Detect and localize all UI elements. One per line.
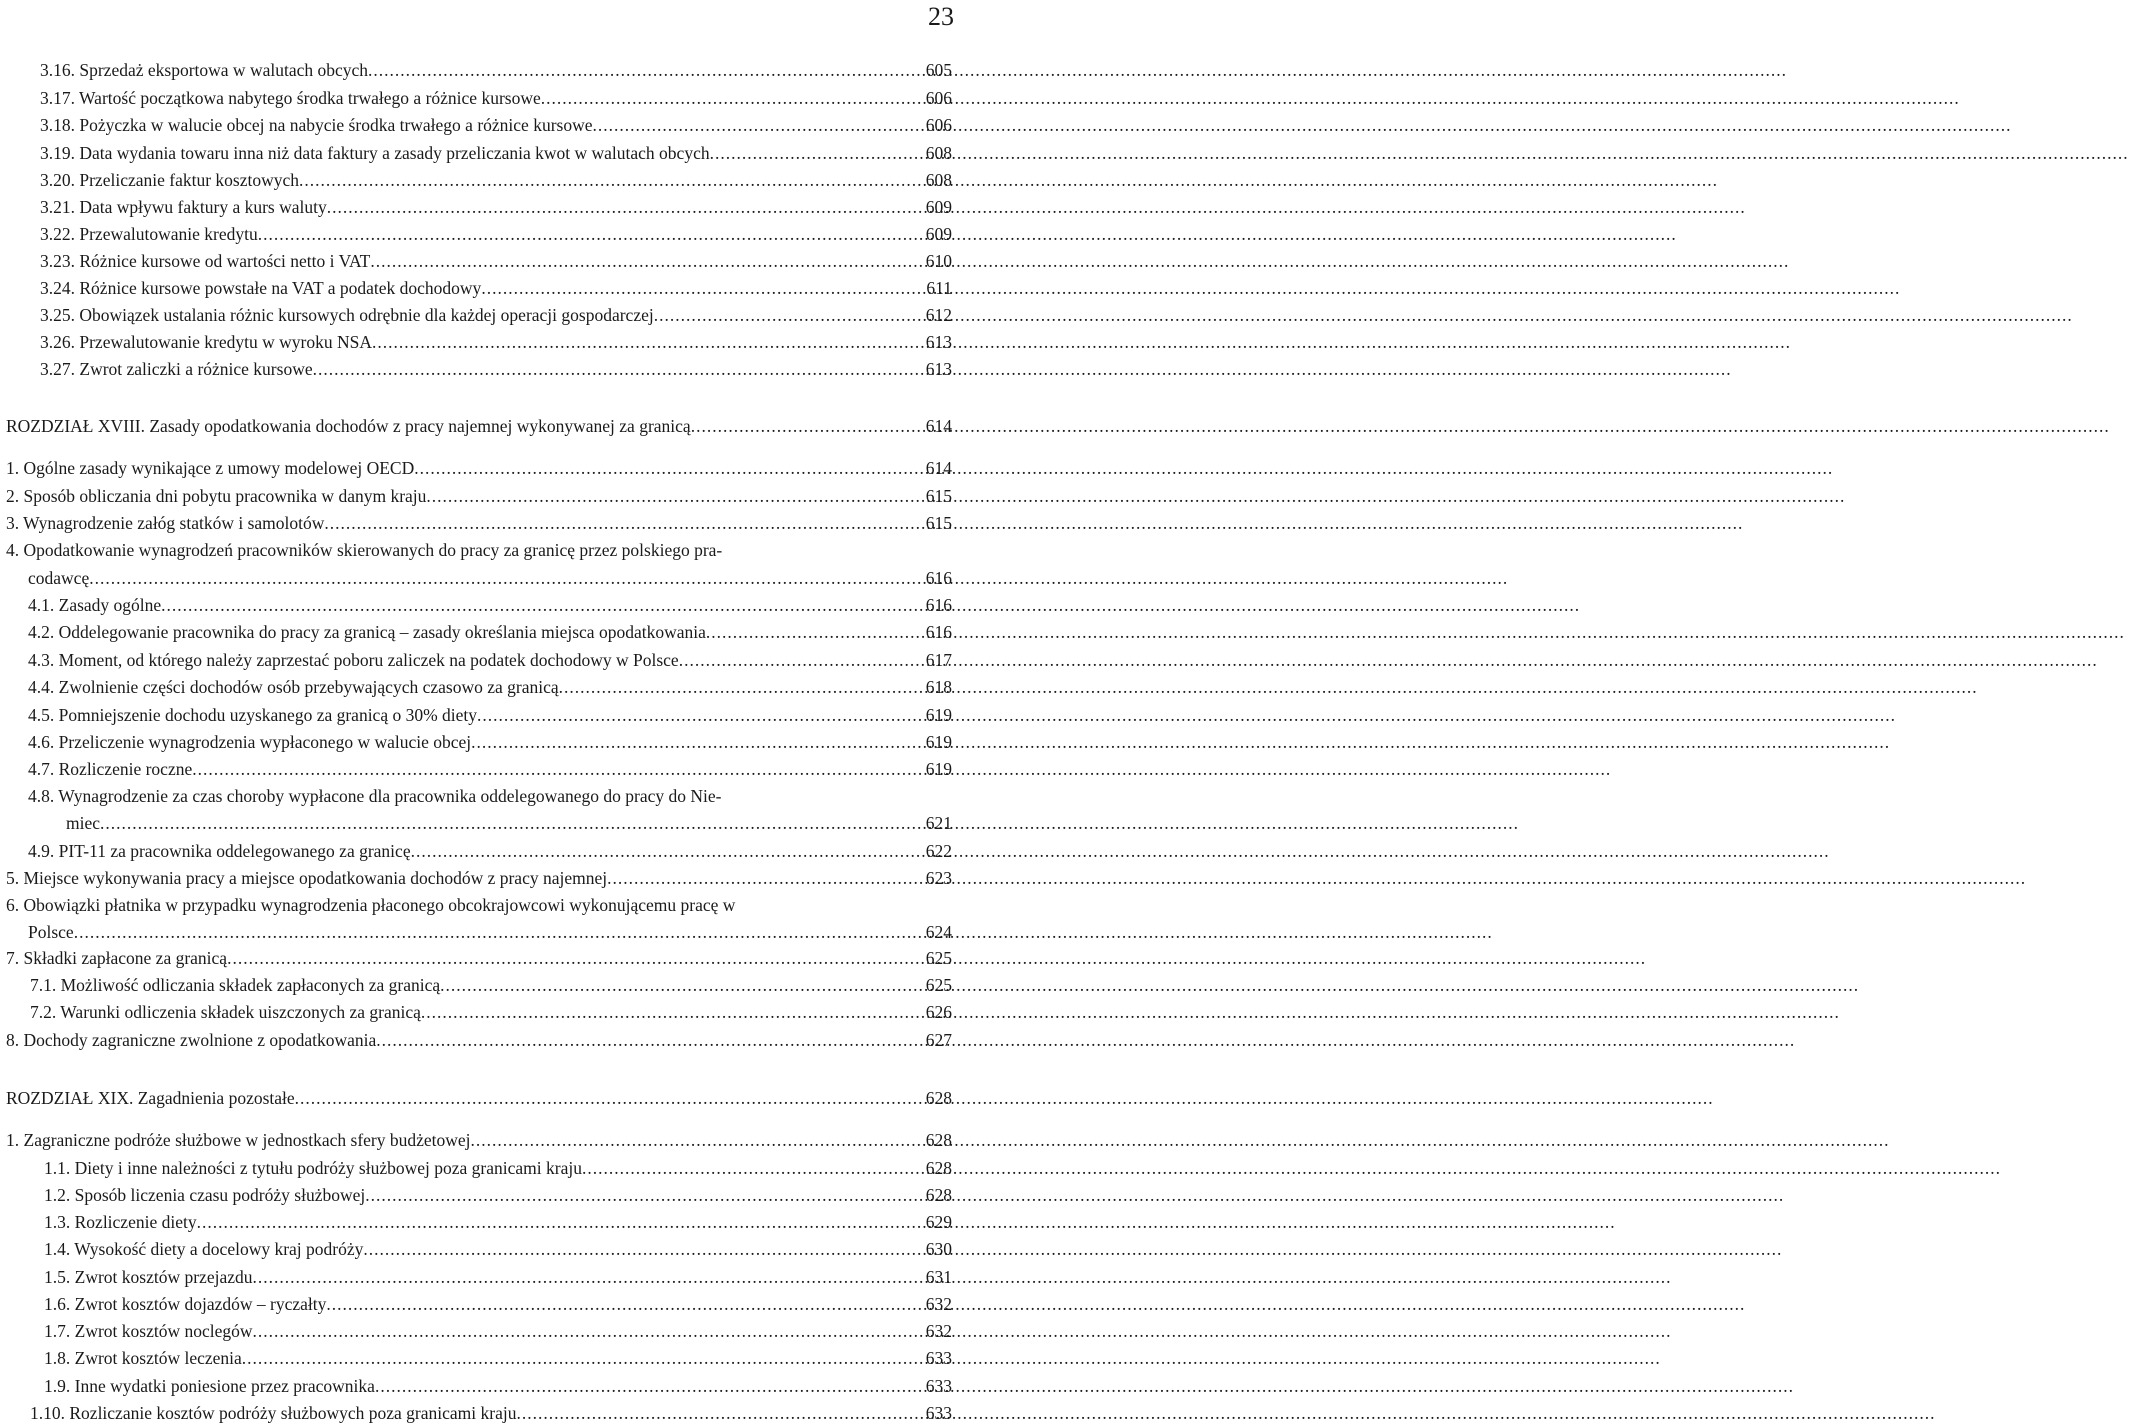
toc-entry-label: 1.10. Rozliczanie kosztów podróży służbowych poza granicami kraju [30, 1403, 517, 1423]
dot-leader [295, 1086, 924, 1110]
toc-entry[interactable] [40, 330, 952, 354]
dot-leader [710, 141, 924, 165]
toc-entry-page: 613 [925, 332, 952, 352]
toc-entry-label: 8. Dochody zagraniczne zwolnione z opodatkowania [6, 1030, 377, 1050]
toc-entry-first-line[interactable]: 6. Obowiązki płatnika w przypadku wynagrodzenia płaconego obcokrajowcowi wykonującemu pracę w [6, 895, 736, 915]
toc-entry-page: 626 [925, 1002, 952, 1022]
toc-entry-page: 632 [925, 1321, 952, 1341]
toc-entry-page: 606 [925, 88, 952, 108]
toc-entry[interactable] [30, 1401, 952, 1425]
dot-leader [706, 620, 924, 644]
toc-entry-page: 625 [925, 948, 952, 968]
toc-entry[interactable] [44, 1374, 952, 1398]
toc-entry-label: 5. Miejsce wykonywania pracy a miejsce opodatkowania dochodów z pracy najemnej [6, 868, 608, 888]
toc-entry-label: 3.23. Różnice kursowe od wartości netto i VAT [40, 251, 371, 271]
toc-entry[interactable] [44, 1319, 952, 1343]
toc-entry[interactable] [28, 620, 952, 644]
dot-leader [242, 1346, 924, 1370]
toc-entry-page: 610 [925, 251, 952, 271]
toc-entry[interactable] [40, 276, 952, 300]
dot-leader [414, 456, 924, 480]
toc-entry-label: 4.5. Pomniejszenie dochodu uzyskanego za granicą o 30% diety [28, 705, 478, 725]
toc-entry-label: 3.27. Zwrot zaliczki a różnice kursowe [40, 359, 313, 379]
dot-leader [368, 58, 924, 82]
toc-entry-label: 7.2. Warunki odliczenia składek uiszczonych za granicą [30, 1002, 421, 1022]
toc-entry-page: 616 [925, 595, 952, 615]
toc-entry[interactable] [44, 1265, 952, 1289]
toc-entry-page: 609 [925, 224, 952, 244]
toc-entry[interactable] [28, 675, 952, 699]
toc-entry-label: 4.1. Zasady ogólne [28, 595, 162, 615]
toc-entry-continuation[interactable] [28, 920, 952, 944]
dot-leader [252, 1265, 923, 1289]
dot-leader [258, 222, 924, 246]
toc-entry-label: 3.19. Data wydania towaru inna niż data faktury a zasady przeliczania kwot w walutach obcych [40, 143, 710, 163]
toc-entry-page: 619 [925, 705, 952, 725]
dot-leader [471, 730, 924, 754]
dot-leader [89, 566, 924, 590]
dot-leader [654, 303, 924, 327]
toc-entry-label: 1.9. Inne wydatki poniesione przez pracownika [44, 1376, 375, 1396]
toc-entry-label: 3.16. Sprzedaż eksportowa w walutach obcych [40, 60, 369, 80]
toc-entry-label: 3.26. Przewalutowanie kredytu w wyroku NSA [40, 332, 372, 352]
toc-entry-label: 4.9. PIT-11 za pracownika oddelegowanego za granicę [28, 841, 411, 861]
dot-leader [593, 113, 924, 137]
toc-entry[interactable] [28, 648, 952, 672]
toc-entry[interactable] [6, 1028, 952, 1052]
toc-entry-page: 622 [925, 841, 952, 861]
dot-leader [481, 276, 924, 300]
toc-entry[interactable] [6, 946, 952, 970]
toc-entry-label: 1. Zagraniczne podróże służbowe w jednostkach sfery budżetowej [6, 1130, 471, 1150]
dot-leader [372, 330, 924, 354]
dot-leader [541, 86, 924, 110]
dot-leader [440, 973, 924, 997]
toc-entry-page: 628 [925, 1130, 952, 1150]
dot-leader [74, 920, 924, 944]
toc-entry-page: 629 [925, 1212, 952, 1232]
dot-leader [299, 168, 924, 192]
dot-leader [100, 811, 924, 835]
dot-leader [326, 1292, 923, 1316]
toc-entry[interactable] [40, 141, 952, 165]
toc-entry-page: 609 [925, 197, 952, 217]
toc-entry-page: 623 [925, 868, 952, 888]
dot-leader [313, 357, 924, 381]
toc-entry-label: 1.5. Zwrot kosztów przejazdu [44, 1267, 253, 1287]
toc-entry-page: 608 [925, 143, 952, 163]
dot-leader [327, 195, 924, 219]
toc-entry[interactable] [40, 303, 952, 327]
page-number: 23 [928, 2, 954, 31]
toc-entry-page: 615 [925, 513, 952, 533]
toc-entry[interactable] [28, 757, 952, 781]
toc-entry[interactable] [30, 1000, 952, 1024]
toc-entry-label: 1.4. Wysokość diety a docelowy kraj podróży [44, 1239, 364, 1259]
toc-entry[interactable] [44, 1292, 952, 1316]
toc-entry-label: miec [66, 813, 101, 833]
toc-entry-page: 628 [925, 1185, 952, 1205]
toc-entry[interactable] [28, 839, 952, 863]
toc-entry[interactable] [30, 973, 952, 997]
toc-entry-label: 4.3. Moment, od którego należy zaprzestać poboru zaliczek na podatek dochodowy w Polsce [28, 650, 679, 670]
toc-entry-first-line[interactable]: 4. Opodatkowanie wynagrodzeń pracowników skierowanych do pracy za granicę przez polskiego pra- [6, 540, 723, 560]
dot-leader [192, 757, 924, 781]
toc-entry-label: 3.22. Przewalutowanie kredytu [40, 224, 258, 244]
toc-entry-page: 613 [925, 359, 952, 379]
dot-leader [421, 1000, 924, 1024]
dot-leader [477, 703, 924, 727]
toc-entry-label: 1.6. Zwrot kosztów dojazdów – ryczałty [44, 1294, 327, 1314]
toc-entry-page: 619 [925, 759, 952, 779]
toc-entry[interactable] [6, 511, 952, 535]
toc-entry-page: 616 [925, 568, 952, 588]
toc-entry-page: 617 [925, 650, 952, 670]
toc-entry-label: 3.17. Wartość początkowa nabytego środka trwałego a różnice kursowe [40, 88, 541, 108]
toc-entry-page: 615 [925, 486, 952, 506]
toc-entry-label: 4.7. Rozliczenie roczne [28, 759, 193, 779]
toc-entry-label: 2. Sposób obliczania dni pobytu pracownika w danym kraju [6, 486, 427, 506]
toc-entry-label: 7.1. Możliwość odliczania składek zapłaconych za granicą [30, 975, 441, 995]
toc-entry[interactable] [40, 86, 952, 110]
toc-entry-label: 1. Ogólne zasady wynikające z umowy modelowej OECD [6, 458, 415, 478]
toc-entry[interactable] [44, 1346, 952, 1370]
toc-entry-label: Polsce [28, 922, 74, 942]
dot-leader [426, 484, 923, 508]
dot-leader [516, 1401, 923, 1425]
dot-leader [376, 1028, 923, 1052]
toc-entry[interactable] [6, 484, 952, 508]
toc-entry[interactable] [40, 222, 952, 246]
toc-entry-page: 619 [925, 732, 952, 752]
toc-entry-label: 1.8. Zwrot kosztów leczenia [44, 1348, 242, 1368]
toc-entry-label: 3.18. Pożyczka w walucie obcej na nabycie środka trwałego a różnice kursowe [40, 115, 593, 135]
toc-entry-label: 1.2. Sposób liczenia czasu podróży służbowej [44, 1185, 366, 1205]
dot-leader [607, 866, 924, 890]
toc-entry[interactable] [40, 195, 952, 219]
toc-entry[interactable] [28, 730, 952, 754]
toc-entry-label: 4.2. Oddelegowanie pracownika do pracy za granicą – zasady określania miejsca opodatkowania [28, 622, 706, 642]
toc-entry-label: 1.1. Diety i inne należności z tytułu podróży służbowej poza granicami kraju [44, 1158, 582, 1178]
dot-leader [691, 414, 924, 438]
toc-entry-page: 612 [925, 305, 952, 325]
dot-leader [375, 1374, 924, 1398]
toc-entry-page: 614 [925, 416, 952, 436]
dot-leader [471, 1128, 924, 1152]
chapter-heading-label: ROZDZIAŁ XVIII. Zasady opodatkowania dochodów z pracy najemnej wykonywanej za granicą [6, 416, 691, 436]
dot-leader [582, 1156, 924, 1180]
dot-leader [559, 675, 924, 699]
toc-entry-label: 1.7. Zwrot kosztów noclegów [44, 1321, 253, 1341]
toc-entry-page: 633 [925, 1376, 952, 1396]
toc-entry-page: 621 [925, 813, 952, 833]
toc-entry-page: 627 [925, 1030, 952, 1050]
chapter-heading-label: ROZDZIAŁ XIX. Zagadnienia pozostałe [6, 1088, 295, 1108]
toc-entry-page: 630 [925, 1239, 952, 1259]
toc-entry-label: 3.21. Data wpływu faktury a kurs waluty [40, 197, 327, 217]
toc-entry-label: 1.3. Rozliczenie diety [44, 1212, 197, 1232]
toc-entry-page: 633 [925, 1348, 952, 1368]
toc-entry[interactable] [44, 1183, 952, 1207]
toc-entry[interactable] [44, 1237, 952, 1261]
toc-entry-first-line[interactable]: 4.8. Wynagrodzenie za czas choroby wypłacone dla pracownika oddelegowanego do pracy do Nie- [28, 786, 722, 806]
dot-leader [197, 1210, 924, 1234]
dot-leader [365, 1183, 924, 1207]
toc-entry-page: 628 [925, 1088, 952, 1108]
toc-entry[interactable] [40, 168, 952, 192]
toc-entry-page: 611 [926, 278, 952, 298]
toc-entry[interactable] [6, 1128, 952, 1152]
toc-entry[interactable] [28, 593, 952, 617]
dot-leader [363, 1237, 923, 1261]
toc-entry-label: 3. Wynagrodzenie załóg statków i samolotów [6, 513, 325, 533]
toc-entry-label: 4.4. Zwolnienie części dochodów osób przebywających czasowo za granicą [28, 677, 559, 697]
chapter-heading[interactable] [6, 1086, 952, 1110]
toc-entry-page: 633 [925, 1403, 952, 1423]
toc-entry[interactable] [40, 249, 952, 273]
toc-entry-label: codawcę [28, 568, 90, 588]
toc-entry-page: 632 [925, 1294, 952, 1314]
toc-entry-page: 616 [925, 622, 952, 642]
toc-entry-page: 631 [925, 1267, 952, 1287]
dot-leader [679, 648, 924, 672]
toc-entry-label: 3.25. Obowiązek ustalania różnic kursowych odrębnie dla każdej operacji gospodarczej [40, 305, 654, 325]
toc-entry-label: 3.24. Różnice kursowe powstałe na VAT a podatek dochodowy [40, 278, 482, 298]
toc-entry-page: 618 [925, 677, 952, 697]
toc-entry-page: 614 [925, 458, 952, 478]
dot-leader [370, 249, 923, 273]
toc-entry-continuation[interactable] [28, 566, 952, 590]
toc-entry-label: 4.6. Przeliczenie wynagrodzenia wypłaconego w walucie obcej [28, 732, 472, 752]
dot-leader [161, 593, 924, 617]
chapter-heading[interactable] [6, 414, 952, 438]
toc-entry-page: 624 [925, 922, 952, 942]
dot-leader [411, 839, 924, 863]
toc-entry[interactable] [40, 113, 952, 137]
toc-entry[interactable] [6, 866, 952, 890]
toc-entry[interactable] [40, 357, 952, 381]
toc-entry-page: 606 [925, 115, 952, 135]
toc-entry-page: 605 [925, 60, 952, 80]
toc-entry-continuation[interactable] [66, 811, 952, 835]
dot-leader [227, 946, 924, 970]
toc-entry[interactable] [6, 456, 952, 480]
toc-entry[interactable] [44, 1156, 952, 1180]
dot-leader [253, 1319, 924, 1343]
toc-entry-label: 7. Składki zapłacone za granicą [6, 948, 228, 968]
toc-entry-page: 628 [925, 1158, 952, 1178]
toc-entry[interactable] [44, 1210, 952, 1234]
toc-entry[interactable] [28, 703, 952, 727]
toc-entry-label: 3.20. Przeliczanie faktur kosztowych [40, 170, 300, 190]
toc-entry-page: 608 [925, 170, 952, 190]
toc-entry[interactable] [40, 58, 952, 82]
toc-entry-page: 625 [925, 975, 952, 995]
dot-leader [324, 511, 923, 535]
